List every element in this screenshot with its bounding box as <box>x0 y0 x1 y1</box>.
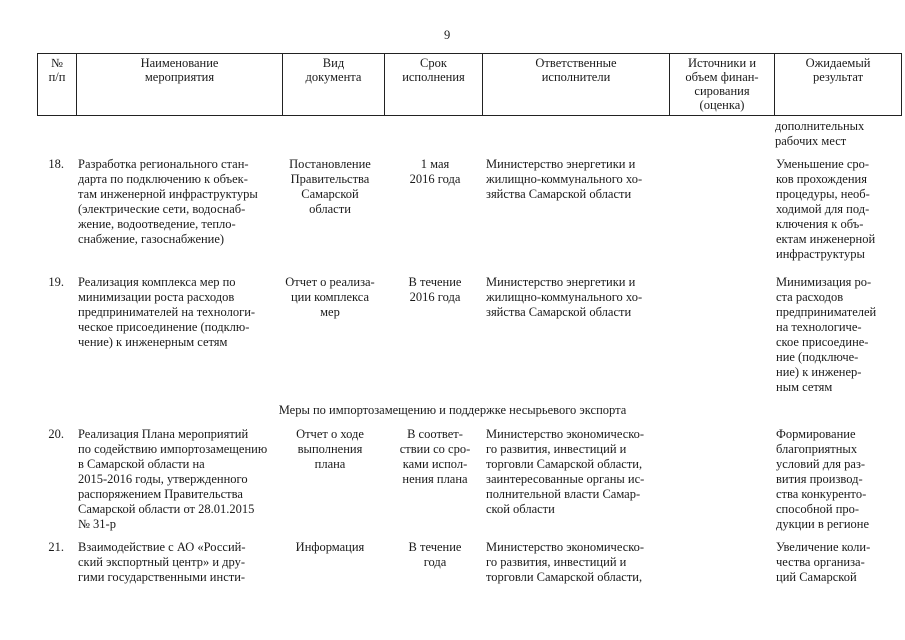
row-term: В течение года <box>408 540 462 569</box>
row-name: Реализация комплекса мер по минимизации роста расходов предпринимателей на технологи- ческое присоединение (подклю- чение) к инженерным сетям <box>78 275 256 349</box>
header-result: Ожидаемый результат <box>775 54 902 116</box>
header-term: Срок исполнения <box>385 54 483 116</box>
row-name: Разработка регионального стан- дарта по подключению к объек- там инженерной инфраструктуры (электрические сети, водоснаб- жение, водоотведение, тепло- снабжение, газоснабжение) <box>78 157 258 246</box>
header-responsible: Ответственные исполнители <box>483 54 670 116</box>
row-responsible: Министерство энергетики и жилищно-коммунального хо- зяйства Самарской области <box>486 157 643 201</box>
row-num: 18. <box>48 157 64 171</box>
row-name: Реализация Плана мероприятий по содействию импортозамещению в Самарской области на 2015-2016 годы, утвержденного распоряжением Правительства Самарской области от 28.01.2015 № 31-р <box>78 427 268 531</box>
header-num: № п/п <box>38 54 77 116</box>
header-name: Наименование мероприятия <box>77 54 283 116</box>
row-name: Взаимодействие с АО «Россий- ский экспортный центр» и дру- гими государственными инсти- <box>78 540 246 584</box>
header-doc-type: Вид документа <box>283 54 385 116</box>
row-term: В соответ- ствии со сро- ками испол- нения плана <box>399 427 471 486</box>
row-result: Формирование благоприятных условий для раз- вития производ- ства конкурентo- способной про- дукции в регионе <box>776 427 870 531</box>
row-num: 20. <box>48 427 64 441</box>
row-term: В течение 2016 года <box>408 275 462 304</box>
section-title: Меры по импортозамещению и поддержке несырьевого экспорта <box>278 403 627 417</box>
row-doc-type: Отчет о ходе выполнения плана <box>296 427 364 471</box>
row-doc-type: Информация <box>295 540 365 554</box>
row-result: Минимизация ро- ста расходов предпринимателей на технологиче- ское присоедине- ние (подключе- ние) к инженер- ным сетям <box>776 275 877 394</box>
row-num: 21. <box>48 540 64 554</box>
row-term: 1 мая 2016 года <box>409 157 461 186</box>
row-result: Увеличение коли- чества организа- ций Самарской <box>776 540 871 584</box>
row-responsible: Министерство энергетики и жилищно-коммунального хо- зяйства Самарской области <box>486 275 643 319</box>
table-header <box>37 53 902 116</box>
page-number: 9 <box>444 28 451 42</box>
continuation-result: дополнительных рабочих мест <box>775 119 865 148</box>
row-doc-type: Отчет о реализа- ции комплекса мер <box>285 275 375 319</box>
row-responsible: Министерство экономическо- го развития, инвестиций и торговли Самарской области, <box>486 540 645 584</box>
row-doc-type: Постановление Правительства Самарской области <box>289 157 371 216</box>
row-num: 19. <box>48 275 64 289</box>
row-responsible: Министерство экономическо- го развития, инвестиций и торговли Самарской области, заинтересованные органы ис- полнительной власти Самар- ской области <box>486 427 645 516</box>
row-result: Уменьшение сро- ков прохождения процедуры, необ- ходимой для под- ключения к объ- ектам инженерной инфраструктуры <box>776 157 876 261</box>
header-sources: Источники и объем финан- сирования (оценка) <box>670 54 775 116</box>
